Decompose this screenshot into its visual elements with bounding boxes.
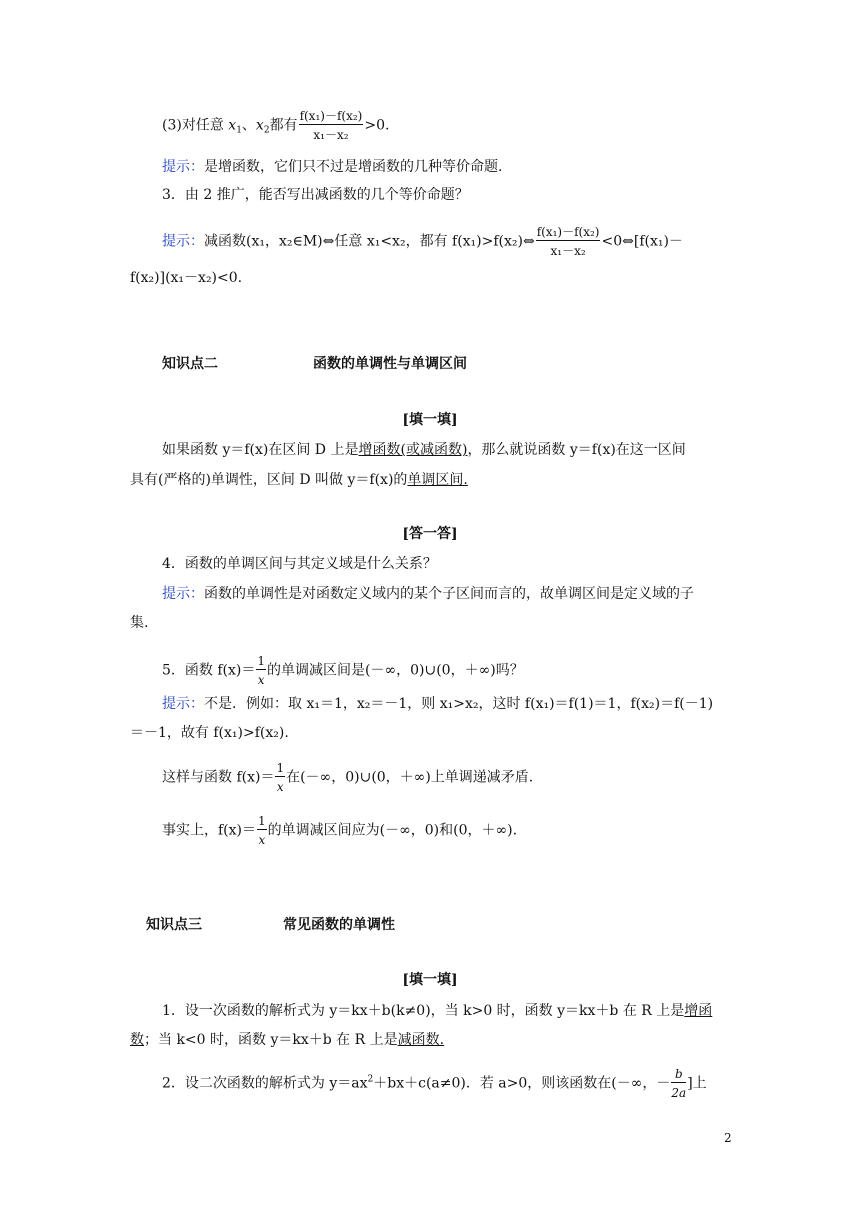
hint-label: 提示：: [162, 159, 204, 175]
section2-title: 函数的单调性与单调区间: [313, 356, 467, 372]
hint5-text: 不是．例如：取 x₁＝1，x₂＝－1，则 x₁>x₂，这时 f(x₁)＝f(1)＝1，f(x₂)＝f(－1): [204, 696, 714, 712]
sub-1: 1: [236, 125, 242, 136]
section3-label: 知识点三: [146, 917, 202, 933]
section2-fill-heading: [填一填]: [402, 412, 458, 428]
fraction-denominator: x: [258, 833, 266, 847]
contradiction-line: [162, 762, 533, 793]
fraction-denominator: x₁－x₂: [313, 128, 349, 142]
item3-line: [162, 110, 389, 141]
fraction-numerator: f(x₁)－f(x₂): [299, 109, 363, 123]
section3-title: 常见函数的单调性: [283, 917, 395, 933]
fraction-denominator: x: [257, 673, 265, 687]
section2-fill-line2: [130, 470, 468, 490]
fill-answer: 增函数(或减函数): [358, 442, 468, 458]
linear-function-line1: [162, 1001, 712, 1021]
hint-label: 提示：: [162, 586, 204, 602]
fill-answer: 增函: [684, 1003, 713, 1019]
var-x1: x: [228, 117, 237, 134]
fraction-denominator: 2a: [671, 1086, 687, 1100]
l3-text-c: ]上: [687, 1075, 707, 1092]
hint2-text-a: 减函数(x₁，x₂∈M)⇔任意 x₁<x₂，都有 f(x₁)>f(x₂)⇔: [204, 233, 535, 250]
difference-quotient-fraction: [536, 226, 601, 257]
vertex-fraction: [671, 1068, 686, 1099]
item3-mid: 都有: [269, 117, 298, 134]
exponent: 2: [367, 1074, 374, 1085]
quadratic-function-line: [162, 1068, 707, 1099]
hint5-line1: [162, 694, 713, 714]
fill-answer: 数: [130, 1032, 144, 1048]
fraction-numerator: f(x₁)－f(x₂): [536, 225, 600, 239]
hint5-line2: ＝－1，故有 f(x₁)>f(x₂).: [130, 725, 289, 741]
conclusion-line: [162, 815, 517, 846]
linear-function-line2: [130, 1030, 444, 1050]
q5-text-a: 5．函数 f(x)＝: [162, 662, 256, 679]
fraction-denominator: x₁－x₂: [550, 244, 586, 258]
sub-2: 2: [263, 125, 270, 136]
hint2-line2: f(x₂)](x₁－x₂)<0.: [130, 270, 243, 286]
section3-fill-heading: [填一填]: [402, 972, 458, 988]
fraction-denominator: x: [276, 780, 284, 794]
question3: 3．由 2 推广，能否写出减函数的几个等价命题？: [162, 187, 469, 203]
fraction-numerator: b: [671, 1068, 686, 1083]
item3-suffix: >0.: [364, 117, 390, 134]
section2-label: 知识点二: [162, 356, 218, 372]
fraction-numerator: 1: [257, 654, 265, 668]
l3-text-b: ＋bx＋c(a≠0)．若 a>0，则该函数在(－∞，－: [373, 1075, 671, 1092]
fraction-numerator: 1: [258, 814, 266, 828]
hint-label: 提示：: [162, 696, 204, 712]
separator: 、: [241, 117, 256, 134]
page-number: 2: [724, 1131, 732, 1145]
l1-text: 1．设一次函数的解析式为 y＝kx＋b(k≠0)，当 k>0 时，函数 y＝kx＋b 在 R 上是: [162, 1003, 685, 1019]
fill-answer: 减函数.: [397, 1032, 445, 1048]
hint2-line1: [162, 226, 683, 257]
question4: 4．函数的单调区间与其定义域是什么关系？: [162, 556, 437, 572]
l7-text-a: 事实上，f(x)＝: [162, 822, 257, 839]
q5-text-b: 的单调减区间是(－∞，0)∪(0，＋∞)吗？: [267, 662, 524, 679]
fill-answer: 单调区间.: [407, 472, 468, 488]
hint-label: 提示：: [162, 233, 204, 250]
hint4-line1: [162, 584, 694, 604]
fill-text-a: 如果函数 y＝f(x)在区间 D 上是: [162, 442, 359, 458]
fill-text-b: ，那么就说函数 y＝f(x)在这一区间: [467, 442, 686, 458]
var-x2: x: [255, 117, 264, 134]
l2-text: ；当 k<0 时，函数 y＝kx＋b 在 R 上是: [144, 1032, 398, 1048]
hint2-text-b: <0⇔[f(x₁)－: [601, 233, 683, 250]
hint4-line2: 集.: [130, 615, 149, 631]
hint1-line: [162, 157, 502, 177]
l3-text-a: 2．设二次函数的解析式为 y＝ax: [162, 1075, 368, 1092]
hint4-text: 函数的单调性是对函数定义域内的某个子区间而言的，故单调区间是定义域的子: [204, 586, 694, 602]
l7-text-b: 的单调减区间应为(－∞，0)和(0，＋∞).: [267, 822, 518, 839]
l6-text-b: 在(－∞，0)∪(0，＋∞)上单调递减矛盾.: [286, 769, 534, 786]
difference-quotient-fraction: [299, 110, 364, 141]
item3-prefix: (3)对任意: [162, 117, 229, 134]
fill-text-a: 具有(严格的)单调性，区间 D 叫做 y＝f(x)的: [130, 472, 408, 488]
fraction-numerator: 1: [276, 761, 285, 775]
reciprocal-fraction: [257, 815, 267, 846]
section2-fill-line1: [162, 440, 686, 460]
l6-text-a: 这样与函数 f(x)＝: [162, 769, 275, 786]
reciprocal-fraction: [275, 762, 285, 793]
reciprocal-fraction: [256, 655, 266, 686]
question5: [162, 655, 524, 686]
hint1-text: 是增函数，它们只不过是增函数的几种等价命题.: [204, 159, 503, 175]
section2-answer-heading: [答一答]: [402, 526, 458, 542]
